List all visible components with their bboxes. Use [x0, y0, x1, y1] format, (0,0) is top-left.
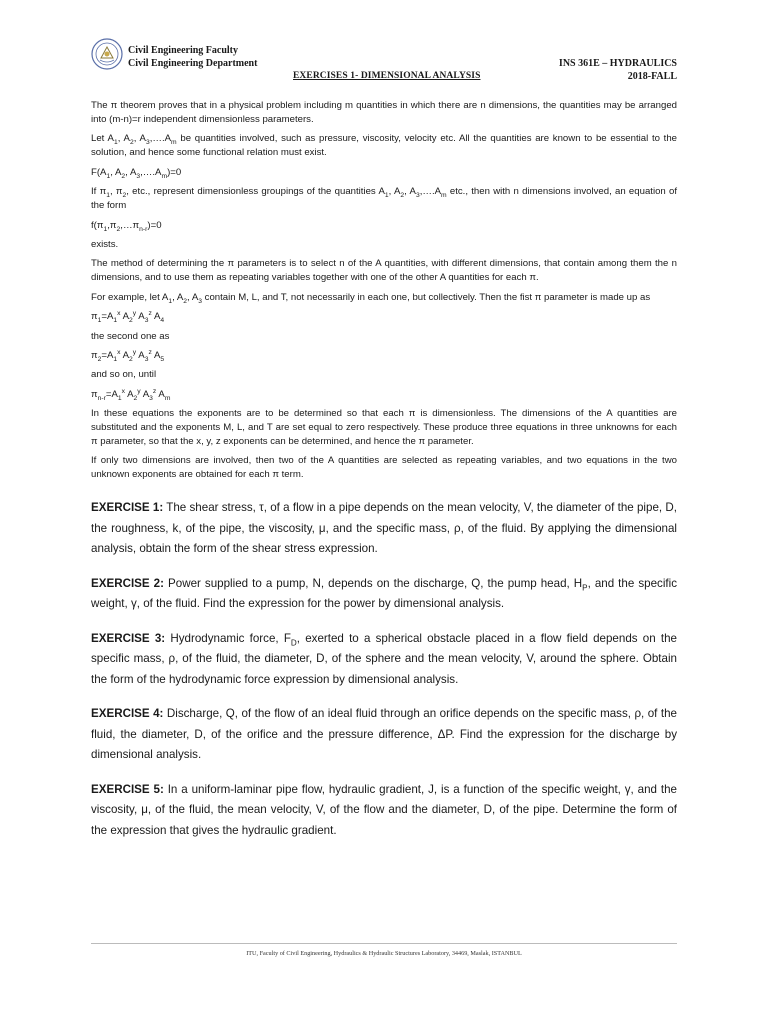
- paragraph-exponents: In these equations the exponents are to be determined so that each π is dimensionless. The dimensions of the A quantities are substituted and the exponents M, L, and T are set equal to zero respectively. These produce three equations in three unknowns for each π parameter, so that the x, y, z exponents can be determined, and hence the π parameter.: [91, 408, 677, 448]
- exercise-2: EXERCISE 2: Power supplied to a pump, N, depends on the discharge, Q, the pump head, $H_P$, and the specific weight, γ, of the fluid. Find the expression for the power by dimensional analysis.: [91, 576, 677, 611]
- paragraph-method: The method of determining the π parameters is to select n of the A quantities, with different dimensions, that contain among them the n dimensions, and to use them as repeating variables together with one of the other A quantities for each π.: [91, 258, 677, 284]
- footer-divider: [91, 943, 677, 944]
- paragraph-until: and so on, until: [91, 369, 157, 381]
- department-name: Civil Engineering Department: [128, 58, 258, 69]
- university-seal-icon: [91, 38, 123, 70]
- semester: 2018-FALL: [627, 71, 677, 82]
- paragraph-pi-theorem: The π theorem proves that in a physical problem including m quantities in which there are n dimensions, the quantities may be arranged into (m-n)=r independent dimensionless parameters.: [91, 100, 677, 125]
- equation-pin: $\pi_{n-r}=A_1^x$ $A_2^y$ $A_3^z$ $A_m$: [91, 387, 171, 402]
- paragraph-example: For example, let $A_1$, $A_2$, $A_3$ contain M, L, and T, not necessarily in each one, but collectively. Then the fist π parameter is made up as: [91, 291, 651, 305]
- course-code: INS 361E – HYDRAULICS: [558, 58, 677, 69]
- equation-functional: $F(A_1$, $A_2$, $A_3,\dots.A_m)=0$: [91, 166, 182, 180]
- faculty-name: Civil Engineering Faculty: [128, 45, 238, 56]
- document-body: [91, 99, 677, 855]
- page-title: EXERCISES 1- DIMENSIONAL ANALYSIS: [293, 71, 481, 81]
- faculty-block: [128, 44, 257, 70]
- exercise-5: EXERCISE 5: In a uniform-laminar pipe flow, hydraulic gradient, J, is a function of the specific weight, γ, and the viscosity, μ, of the fluid, the mean velocity, V, of the flow and the diameter, D, of the pipe. Determine the form of the expression that gives the hydraulic gradient.: [91, 782, 677, 837]
- equation-pi-function: $f(\pi_1,\pi_2,\dots\pi_{n-r})=0$: [91, 219, 162, 233]
- exercise-1: EXERCISE 1: The shear stress, τ, of a flow in a pipe depends on the mean velocity, V, the diameter of the pipe, D, the roughness, k, of the pipe, the viscosity, μ, and the specific mass, ρ, of the fluid. By applying the dimensional analysis, obtain the form of the shear stress expression.: [91, 501, 677, 556]
- paragraph-second: the second one as: [91, 330, 170, 342]
- paragraph-exists: exists.: [91, 238, 119, 250]
- equation-pi1: $\pi_1=A_1^x$ $A_2^y$ $A_3^z$ $A_4$: [91, 309, 165, 325]
- paragraph-quantities: Let $A_1$, $A_2$, $A_3,\dots.A_m$ be quantities involved, such as pressure, viscosity, velocity etc. All the quantities are known to be essential to the solution, and hence some functional relation must exist.: [91, 133, 678, 159]
- paragraph-dimensionless-groups: If $\pi_1$, $\pi_2$, etc., represent dimensionless groupings of the quantities $A_1$, $A_2$, $A_3,\dots.A_m$ etc., then with n dimensions involved, an equation of the form: [91, 186, 678, 212]
- course-block: [559, 57, 677, 83]
- exercise-3: EXERCISE 3: Hydrodynamic force, $F_D$, exerted to a spherical obstacle placed in a flow field depends on the specific mass, ρ, of the fluid, the diameter, D, of the sphere and the mean velocity, V, around the sphere. Obtain the form of the hydrodynamic force expression by dimensional analysis.: [91, 631, 677, 686]
- exercise-4: EXERCISE 4: Discharge, Q, of the flow of an ideal fluid through an orifice depends on the specific mass, ρ, of the fluid, the diameter, D, of the orifice and the pressure difference, ΔP. Find the expression for the discharge by dimensional analysis.: [91, 707, 677, 762]
- equation-pi2: $\pi_2=A_1^x$ $A_2^y$ $A_3^z$ $A_5$: [91, 348, 165, 363]
- paragraph-two-dimensions: If only two dimensions are involved, then two of the A quantities are selected as repeating variables, and two equations in the two unknown exponents are obtained for each π term.: [91, 455, 677, 481]
- footer-address: ITU, Faculty of Civil Engineering, Hydraulics & Hydraulic Structures Laboratory, 34469, Maslak, ISTANBUL: [246, 950, 522, 957]
